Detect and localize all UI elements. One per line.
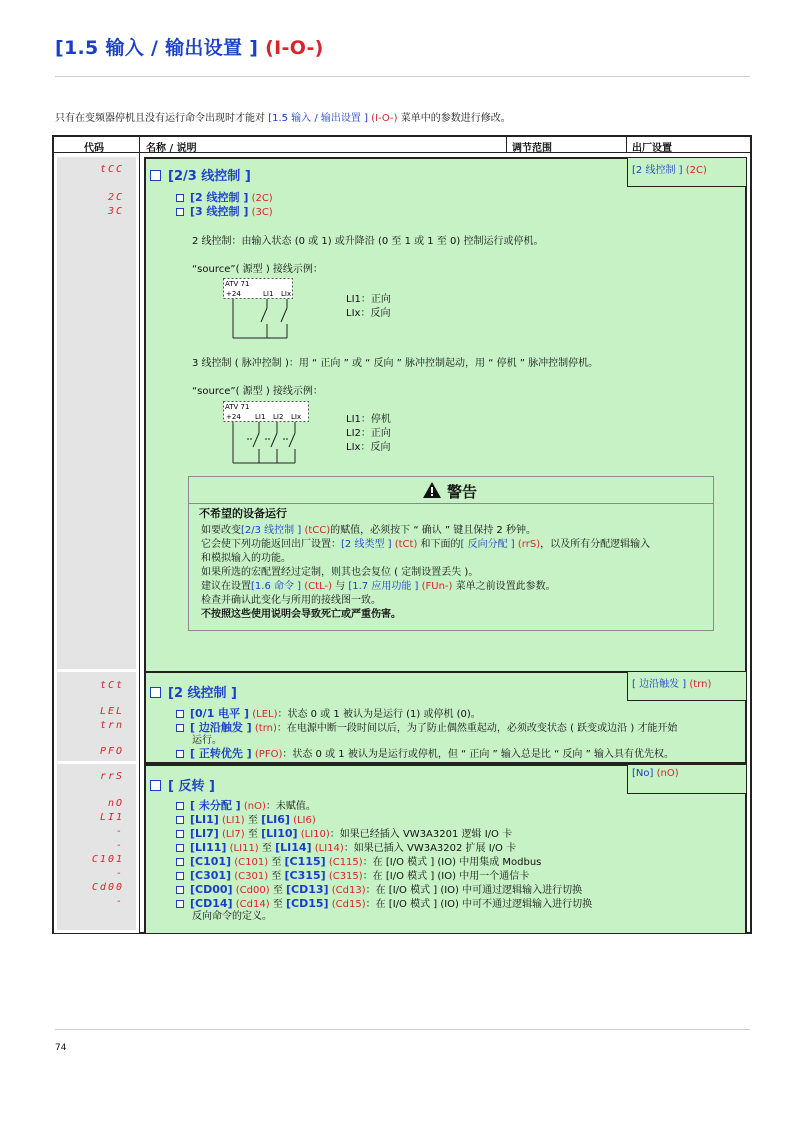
warning-line-4: 如果所选的宏配置经过定制，则其也会复位 ( 定制设置丢失 )。: [201, 567, 479, 578]
code-trn: trn: [99, 720, 124, 731]
option-3c[interactable]: [3 线控制 ] (3C): [176, 206, 273, 219]
terminal-label: LI2: [273, 413, 284, 421]
code-cell-tcc: [57, 157, 136, 669]
wiring-diagram-3wire: [223, 401, 313, 471]
intro-part1: 只有在变频器停机且没有运行命令出现时才能对: [55, 113, 265, 124]
terminal-label: LIx: [281, 290, 292, 298]
warning-line-1: 如要改变[2/3 线控制 ] (tCC)的赋值，必须按下 “ 确认 ” 键且保持 2 秒钟。: [201, 525, 536, 536]
intro-part2: 菜单中的参数进行修改。: [400, 113, 511, 124]
code-2c: 2C: [107, 192, 124, 203]
option-cd14-cd15[interactable]: [CD14] (Cd14) 至 [CD15] (Cd15)：在 [I/O 模式 ] (IO) 中可不通过逻辑输入进行切换: [176, 898, 592, 911]
warning-header: [189, 477, 713, 504]
legend-3wire-3: LIx：反向: [346, 442, 391, 453]
section-title-tcc: [2/3 线控制 ]: [150, 165, 251, 184]
terminal-label: +24: [226, 413, 241, 421]
checkbox-icon: [176, 710, 184, 718]
code-tcc: tCC: [99, 164, 124, 175]
code-pfo: PFO: [99, 746, 124, 757]
parameter-table: [52, 135, 752, 934]
default-code: (trn): [689, 679, 712, 690]
title-divider: [55, 76, 750, 77]
terminal-label: LI1: [263, 290, 274, 298]
option-li11-li14[interactable]: [LI11] (LI11) 至 [LI14] (LI14)：如果已插入 VW3A3202 扩展 I/O 卡: [176, 842, 516, 855]
terminal-label: +24: [226, 290, 241, 298]
warning-title: 警告: [447, 483, 478, 501]
intro-link[interactable]: [1.5 输入 / 输出设置 ]: [268, 113, 368, 124]
title-code: (I-O-): [265, 37, 324, 59]
default-label: [ 边沿触发 ]: [632, 679, 687, 690]
checkbox-icon: [176, 886, 184, 894]
header-default: 出厂设置: [632, 143, 672, 154]
option-trn-cont: 运行。: [192, 735, 222, 746]
option-cd14-cont: 反向命令的定义。: [192, 911, 272, 922]
option-c301-c315[interactable]: [C301] (C301) 至 [C315] (C315)：在 [I/O 模式 ] (IO) 中用一个通信卡: [176, 870, 529, 883]
warning-line-5: 建议在设置[1.6 命令 ] (CtL-) 与 [1.7 应用功能 ] (FUn-) 菜单之前设置此参数。: [201, 581, 556, 592]
wiring-diagram-2wire: [223, 278, 303, 348]
code-3c: 3C: [107, 206, 124, 217]
drive-model: ATV 71: [225, 403, 250, 411]
footer-divider: [55, 1029, 750, 1030]
section-title-tct: [2 线控制 ]: [150, 682, 237, 701]
title-main: [1.5 输入 / 输出设置 ]: [55, 37, 259, 59]
option-no[interactable]: [ 未分配 ] (nO)：未赋值。: [176, 800, 316, 813]
source-label-2: “source”( 源型 ) 接线示例：: [192, 386, 323, 397]
checkbox-icon: [150, 170, 161, 181]
section-tcc: [144, 157, 747, 674]
legend-3wire-1: LI1：停机: [346, 414, 391, 425]
source-label-1: “source”( 源型 ) 接线示例：: [192, 264, 323, 275]
section-tct: [144, 671, 747, 764]
code-dash: -: [115, 868, 124, 879]
code-li1: LI1: [99, 812, 124, 823]
default-code: (2C): [685, 165, 707, 176]
checkbox-icon: [176, 208, 184, 216]
warning-line-6: 检查并确认此变化与所用的接线图一致。: [201, 595, 381, 606]
legend-2wire-1: LI1：正向: [346, 294, 391, 305]
warning-triangle-icon: [422, 481, 442, 499]
checkbox-icon: [176, 900, 184, 908]
checkbox-icon: [150, 687, 161, 698]
default-tcc: [627, 157, 747, 187]
checkbox-icon: [176, 750, 184, 758]
code-tct: tCt: [99, 680, 124, 691]
legend-3wire-2: LI2：正向: [346, 428, 391, 439]
checkbox-icon: [176, 844, 184, 852]
warning-line-2: 它会使下列功能返回出厂设置：[2 线类型 ] (tCt) 和下面的[ 反向分配 ] (rrS)，以及所有分配逻辑输入: [201, 539, 651, 550]
code-dash: -: [115, 826, 124, 837]
default-label: [2 线控制 ]: [632, 165, 683, 176]
intro-text: [55, 109, 511, 124]
code-cd00: Cd00: [91, 882, 124, 893]
code-cell-tct: [57, 672, 136, 761]
checkbox-icon: [176, 802, 184, 810]
code-dash: -: [115, 840, 124, 851]
option-li1-li6[interactable]: [LI1] (LI1) 至 [LI6] (LI6): [176, 814, 316, 827]
terminal-label: LI1: [255, 413, 266, 421]
warning-box: [188, 476, 714, 631]
option-2c[interactable]: [2 线控制 ] (2C): [176, 192, 273, 205]
code-rrs: rrS: [99, 771, 124, 782]
drive-model: ATV 71: [225, 280, 250, 288]
checkbox-icon: [176, 858, 184, 866]
code-column: [54, 154, 139, 933]
default-code: (nO): [656, 768, 679, 779]
code-lel: LEL: [99, 706, 124, 717]
para-3wire: 3 线控制 ( 脉冲控制 )：用 “ 正向 ” 或 “ 反向 ” 脉冲控制起动，用 “ 停机 ” 脉冲控制停机。: [192, 358, 599, 369]
warning-line-3: 和模拟输入的功能。: [201, 553, 291, 564]
option-pfo[interactable]: [ 正转优先 ] (PFO)：状态 0 或 1 被认为是运行或停机，但 “ 正向 ” 输入总是比 “ 反向 ” 输入具有优先权。: [176, 748, 674, 761]
default-label: [No]: [632, 768, 654, 779]
option-trn[interactable]: [ 边沿触发 ] (trn)：在电源中断一段时间以后，为了防止偶然重起动，必须改变状态 ( 跃变或边沿 ) 才能开始: [176, 722, 677, 735]
legend-2wire-2: LIx：反向: [346, 308, 391, 319]
code-c101: C101: [91, 854, 124, 865]
checkbox-icon: [176, 816, 184, 824]
code-cell-rrs: [57, 764, 136, 930]
section-rrs: [144, 764, 747, 933]
option-lel[interactable]: [0/1 电平 ] (LEL)：状态 0 或 1 被认为是运行 (1) 或停机 (0)。: [176, 708, 481, 721]
header-range: 调节范围: [512, 143, 552, 154]
header-code: 代码: [84, 143, 104, 154]
header-name: 名称 / 说明: [146, 143, 197, 154]
checkbox-icon: [176, 194, 184, 202]
page-title: [55, 33, 324, 60]
warning-line-7: 不按照这些使用说明会导致死亡或严重伤害。: [201, 609, 401, 620]
warning-subtitle: 不希望的设备运行: [199, 507, 287, 520]
option-cd00-cd13[interactable]: [CD00] (Cd00) 至 [CD13] (Cd13)：在 [I/O 模式 ] (IO) 中可通过逻辑输入进行切换: [176, 884, 582, 897]
intro-code: (I-O-): [371, 113, 398, 124]
code-dash: -: [115, 896, 124, 907]
terminal-label: LIx: [291, 413, 302, 421]
default-rrs: [627, 764, 747, 794]
option-li7-li10[interactable]: [LI7] (LI7) 至 [LI10] (LI10)：如果已经插入 VW3A3201 逻辑 I/O 卡: [176, 828, 512, 841]
checkbox-icon: [176, 830, 184, 838]
checkbox-icon: [176, 724, 184, 732]
para-2wire: 2 线控制：由输入状态 (0 或 1) 或升降沿 (0 至 1 或 1 至 0) 控制运行或停机。: [192, 236, 544, 247]
checkbox-icon: [150, 780, 161, 791]
page-number: 74: [55, 1043, 67, 1053]
table-header: [54, 137, 750, 153]
code-no: nO: [107, 798, 124, 809]
option-c101-c115[interactable]: [C101] (C101) 至 [C115] (C115)：在 [I/O 模式 ] (IO) 中用集成 Modbus: [176, 856, 541, 869]
checkbox-icon: [176, 872, 184, 880]
default-tct: [627, 671, 747, 701]
section-title-rrs: [ 反转 ]: [150, 775, 215, 794]
